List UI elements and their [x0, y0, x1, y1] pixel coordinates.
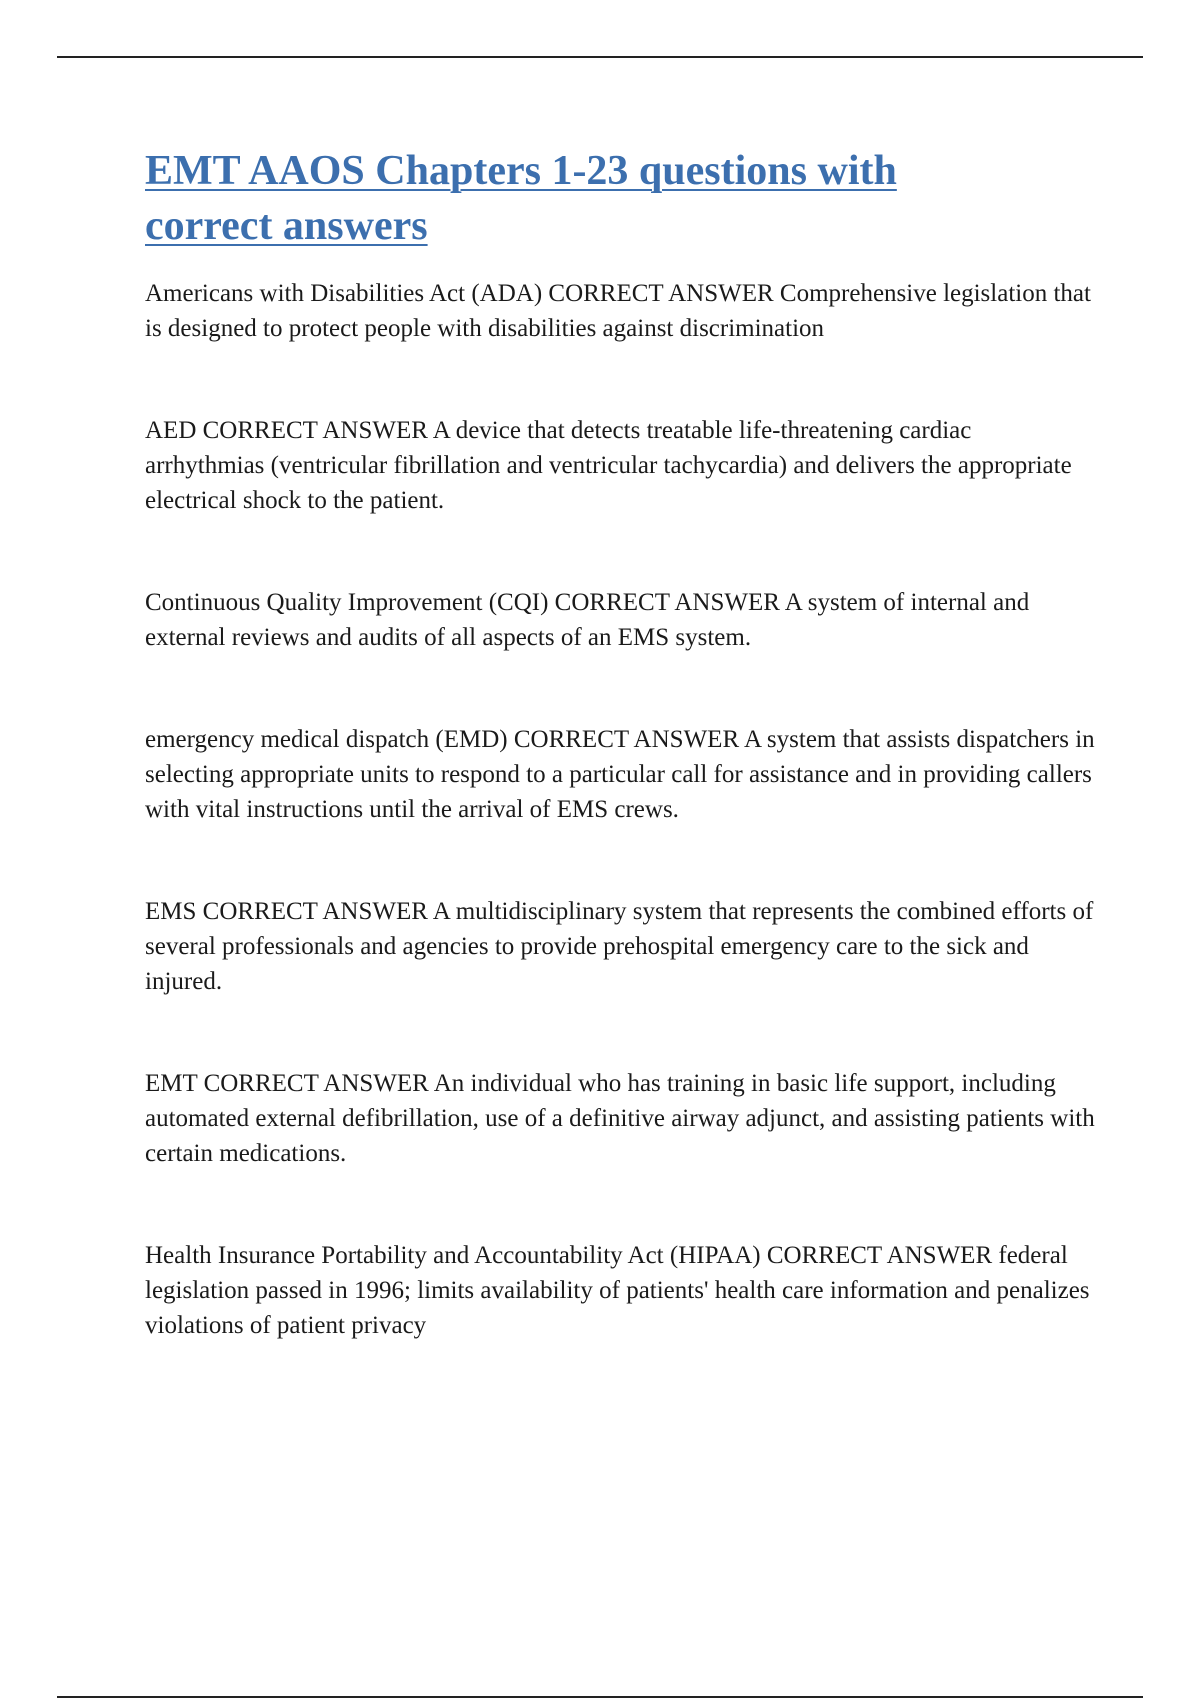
header-rule [57, 56, 1143, 58]
entry-ada: Americans with Disabilities Act (ADA) CORRECT ANSWER Comprehensive legislation that is designed to protect people with disabilities against discrimination [145, 280, 1091, 342]
entry-hipaa: Health Insurance Portability and Accountability Act (HIPAA) CORRECT ANSWER federal legislation passed in 1996; limits availability of patients' health care information and penalizes violations of patient privacy [145, 1242, 1090, 1339]
footer-rule [57, 1696, 1143, 1698]
entry-cqi: Continuous Quality Improvement (CQI) CORRECT ANSWER A system of internal and external reviews and audits of all aspects of an EMS system. [145, 589, 1030, 651]
document-title-link[interactable]: EMT AAOS Chapters 1-23 questions with correct answers [145, 148, 897, 249]
entry-aed: AED CORRECT ANSWER A device that detects treatable life-threatening cardiac arrhythmias (ventricular fibrillation and ventricular tachycardia) and delivers the appropriate electrical shock to the patient. [145, 417, 1072, 514]
entry-emt: EMT CORRECT ANSWER An individual who has training in basic life support, including automated external defibrillation, use of a definitive airway adjunct, and assisting patients with certain medications. [145, 1070, 1095, 1167]
entry-ems: EMS CORRECT ANSWER A multidisciplinary system that represents the combined efforts of several professionals and agencies to provide prehospital emergency care to the sick and injured. [145, 898, 1094, 995]
document-body [145, 144, 1095, 1410]
entry-emd: emergency medical dispatch (EMD) CORRECT ANSWER A system that assists dispatchers in selecting appropriate units to respond to a particular call for assistance and in providing callers with vital instructions until the arrival of EMS crews. [145, 726, 1095, 823]
